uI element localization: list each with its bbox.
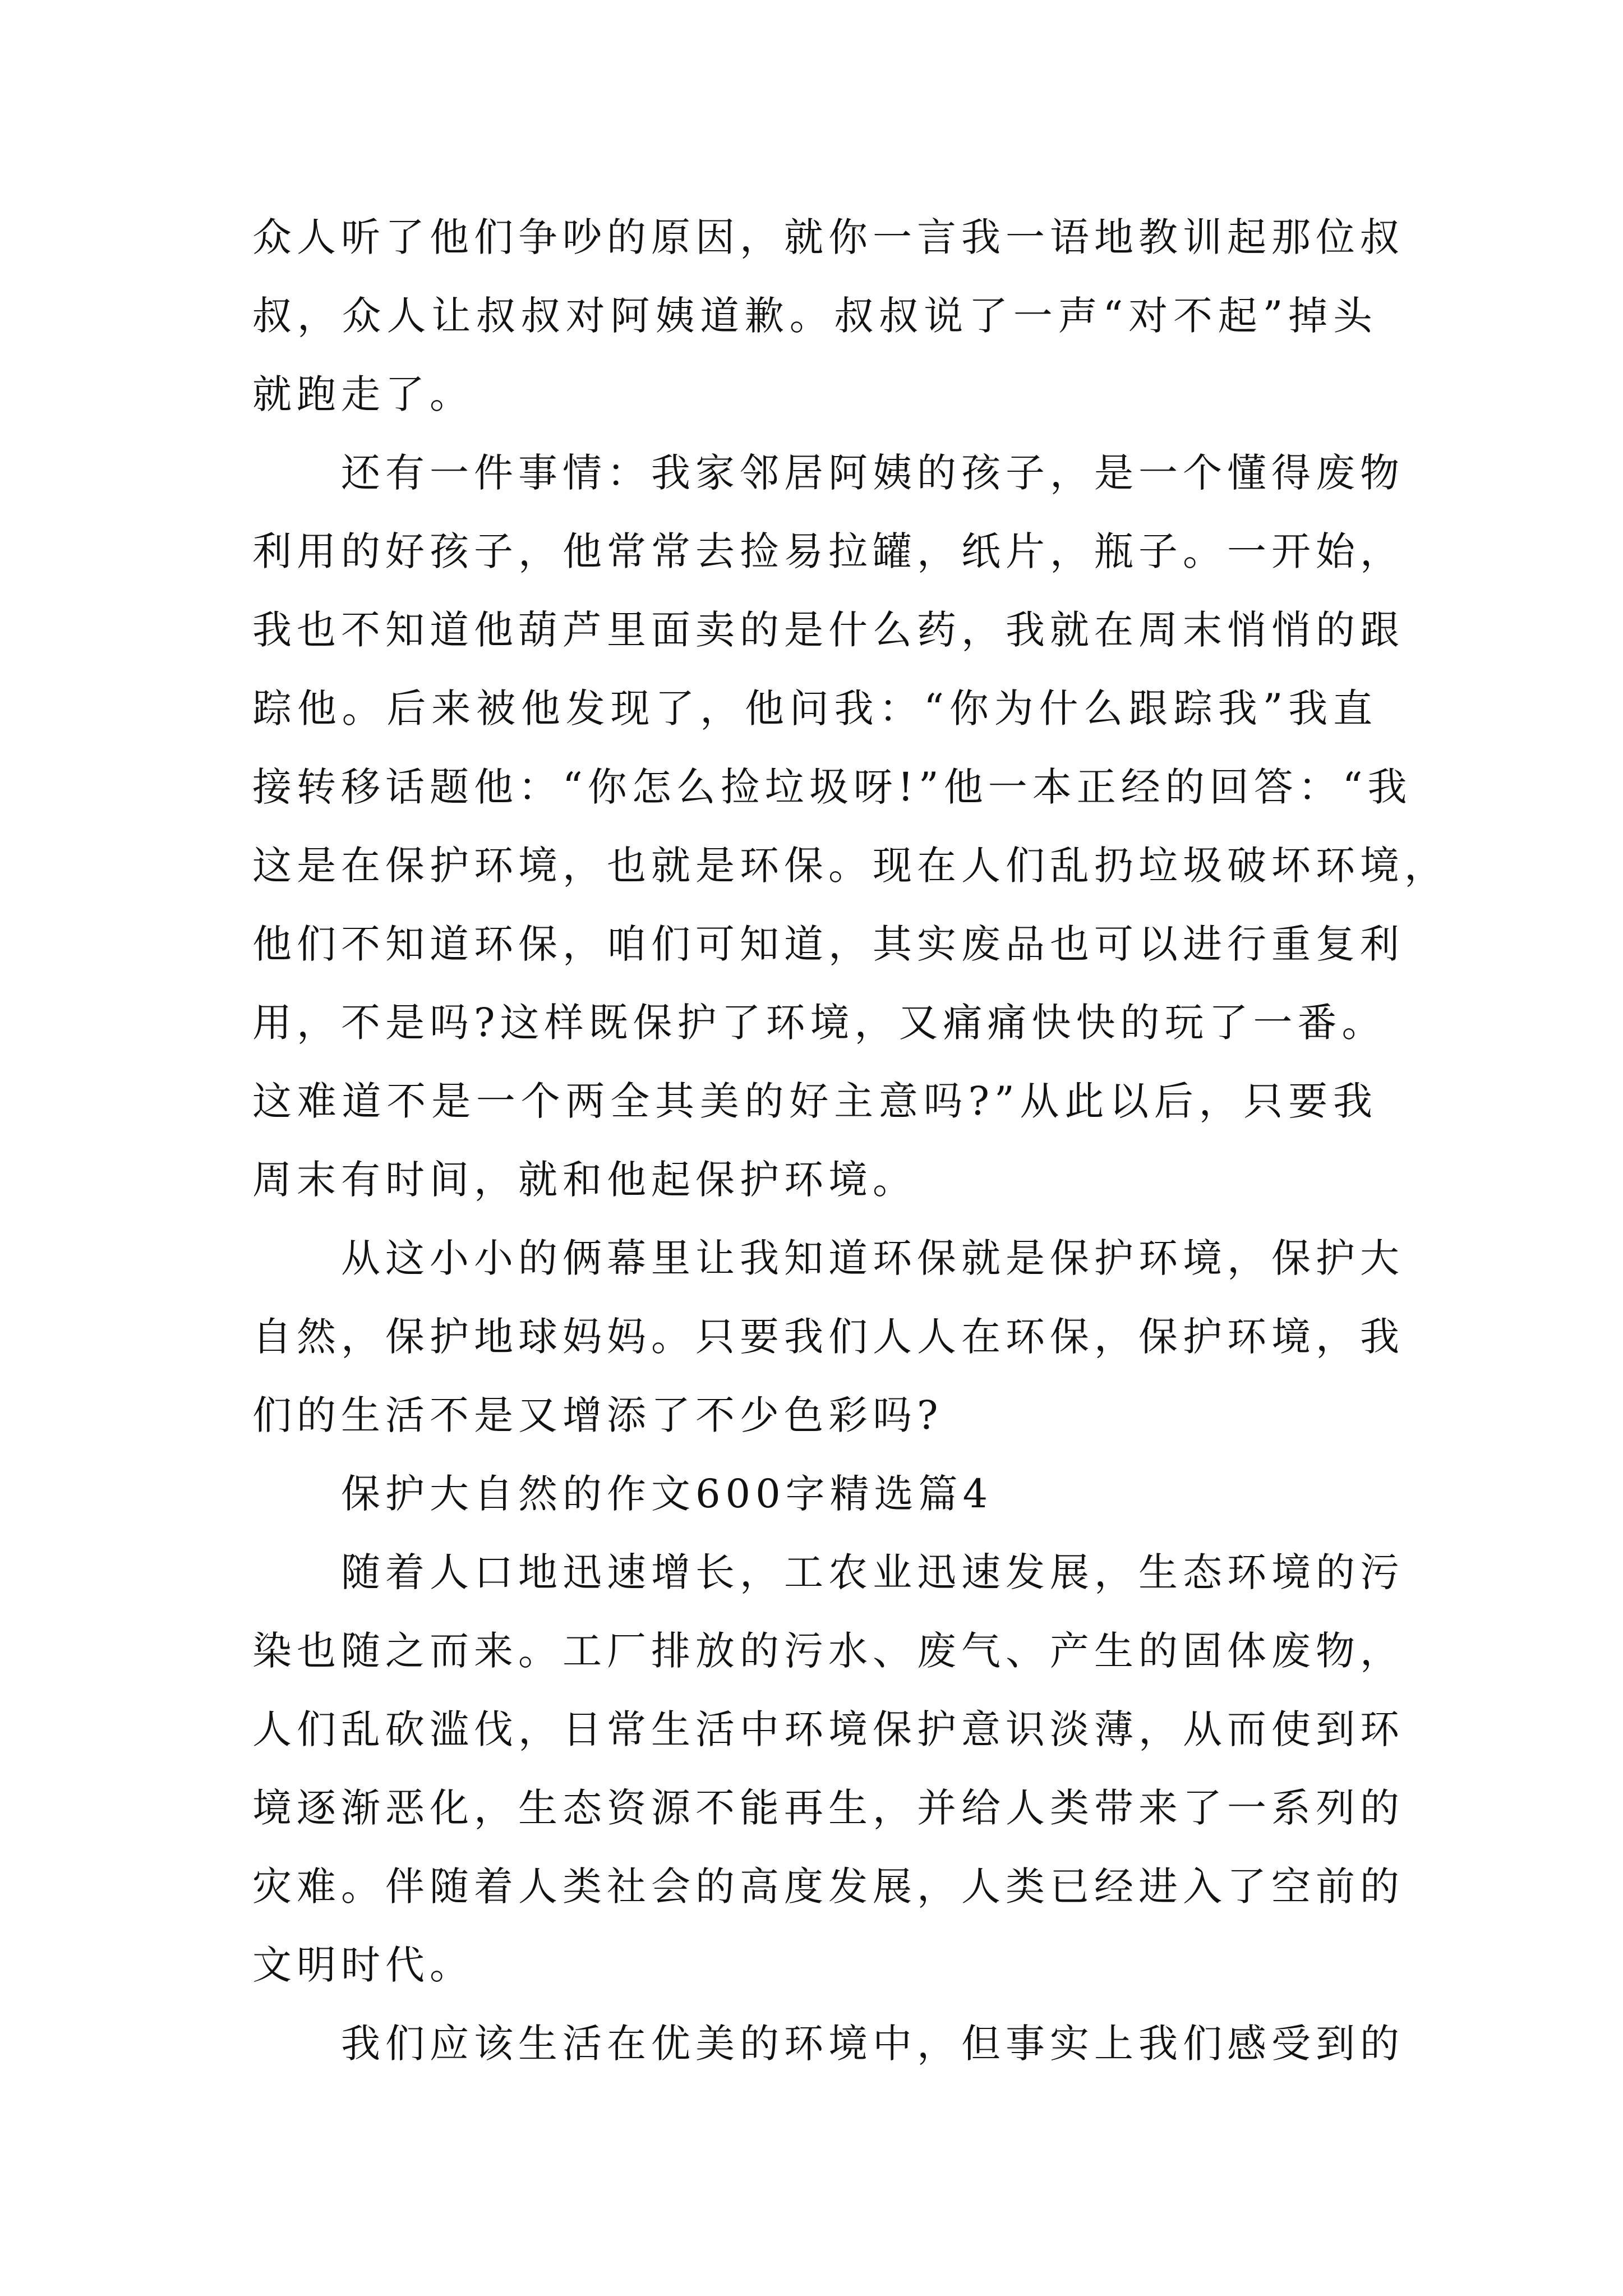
text-line: 周末有时间，就和他起保护环境。 [252, 1157, 917, 1203]
text-line: 这难道不是一个两全其美的好主意吗?”从此以后，只要我 [252, 1078, 1377, 1124]
text-line: 境逐渐恶化，生态资源不能再生，并给人类带来了一系列的 [252, 1785, 1404, 1831]
text-line: 众人听了他们争吵的原因，就你一言我一语地教训起那位叔 [252, 214, 1404, 260]
text-line: 自然，保护地球妈妈。只要我们人人在环保，保护环境，我 [252, 1314, 1404, 1360]
text-line: 他们不知道环保，咱们可知道，其实废品也可以进行重复利 [252, 921, 1404, 967]
section-heading: 保护大自然的作文600字精选篇4 [341, 1471, 993, 1517]
text-line: 灾难。伴随着人类社会的高度发展，人类已经进入了空前的 [252, 1864, 1404, 1910]
text-line: 这是在保护环境，也就是环保。现在人们乱扔垃圾破坏环境， [252, 843, 1449, 889]
text-line: 利用的好孩子，他常常去捡易拉罐，纸片，瓶子。一开始， [252, 528, 1404, 574]
text-line: 染也随之而来。工厂排放的污水、废气、产生的固体废物， [252, 1628, 1404, 1674]
text-line: 踪他。后来被他发现了，他问我：“你为什么跟踪我”我直 [252, 685, 1377, 731]
text-line: 我们应该生活在优美的环境中，但事实上我们感受到的 [341, 2021, 1404, 2067]
text-line: 我也不知道他葫芦里面卖的是什么药，我就在周末悄悄的跟 [252, 607, 1404, 653]
text-line: 人们乱砍滥伐，日常生活中环境保护意识淡薄，从而使到环 [252, 1706, 1404, 1752]
text-line: 接转移话题他：“你怎么捡垃圾呀!”他一本正经的回答：“我 [252, 764, 1412, 810]
text-line: 们的生活不是又增添了不少色彩吗? [252, 1392, 943, 1438]
text-line: 文明时代。 [252, 1942, 474, 1988]
text-line: 就跑走了。 [252, 371, 474, 417]
text-line: 从这小小的俩幕里让我知道环保就是保护环境，保护大 [341, 1235, 1404, 1281]
text-line: 用，不是吗?这样既保护了环境，又痛痛快快的玩了一番。 [252, 1000, 1386, 1046]
text-line: 随着人口地迅速增长，工农业迅速发展，生态环境的污 [341, 1549, 1404, 1595]
text-line: 叔，众人让叔叔对阿姨道歉。叔叔说了一声“对不起”掉头 [252, 293, 1377, 339]
text-line: 还有一件事情：我家邻居阿姨的孩子，是一个懂得废物 [341, 450, 1404, 496]
